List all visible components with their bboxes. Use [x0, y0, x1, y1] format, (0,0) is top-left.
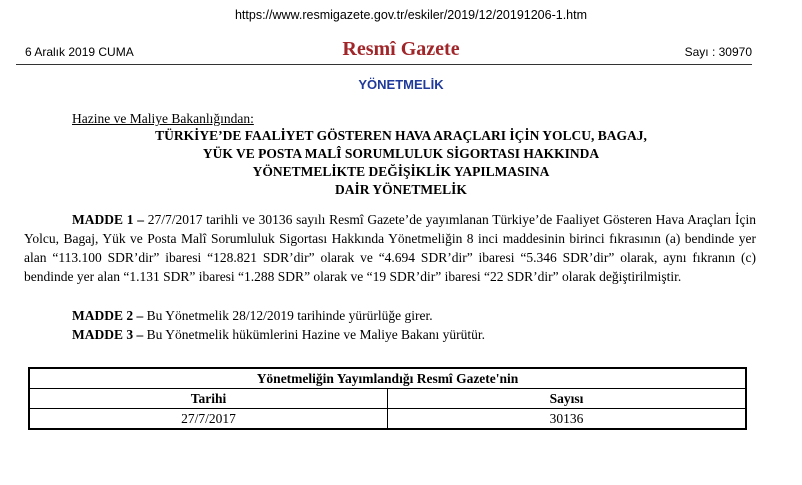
regulation-title-line: YÜK VE POSTA MALÎ SORUMLULUK SİGORTASI HAKKINDA	[202, 146, 600, 161]
page-url: https://www.resmigazete.gov.tr/eskiler/2019/12/20191206-1.htm	[234, 8, 588, 22]
regulation-title	[0, 127, 802, 199]
regulation-title-line: DAİR YÖNETMELİK	[335, 182, 467, 197]
table-row	[29, 368, 746, 389]
article-label: MADDE 1 –	[72, 212, 144, 227]
gazette-title: Resmî Gazete	[342, 38, 460, 60]
article-text: Bu Yönetmelik hükümlerini Hazine ve Maliye Bakanı yürütür.	[143, 327, 486, 342]
cell-date: 27/7/2017	[29, 409, 388, 430]
section-heading: YÖNETMELİK	[358, 77, 444, 92]
article-text: 27/7/2017 tarihli ve 30136 sayılı Resmî Gazete’de yayımlanan Türkiye’de Faaliyet Gösteren Hava Araçları İçin Yolcu, Bagaj, Yük ve Posta Malî Sorumluluk Sigortası Hakkında Yönetmeliğin 8 inci maddesinin birinci fıkrasının (a) bendinde yer alan “113.100 SDR’dir” ibaresi “128.821 SDR’dir” olarak ve “4.694 SDR’dir” ibaresi “5.346 SDR’dir” olarak, aynı fıkranın (c) bendinde yer alan “1.131 SDR” ibaresi “1.288 SDR” olarak ve “19 SDR’dir” ibaresi “22 SDR’dir” olarak değiştirilmiştir.	[24, 212, 757, 284]
article-text: Bu Yönetmelik 28/12/2019 tarihinde yürürlüğe girer.	[143, 308, 433, 323]
regulation-title-line: YÖNETMELİKTE DEĞİŞİKLİK YAPILMASINA	[252, 164, 550, 179]
table-caption: Yönetmeliğin Yayımlandığı Resmî Gazete'nin	[29, 368, 746, 389]
table-row	[29, 409, 746, 430]
article-1	[24, 210, 756, 286]
article-3	[24, 325, 756, 344]
column-header-number: Sayısı	[388, 389, 747, 409]
table-row	[29, 389, 746, 409]
article-label: MADDE 2 –	[72, 308, 144, 323]
article-2	[24, 306, 756, 325]
gazette-issue-number: Sayı : 30970	[684, 45, 752, 59]
header-divider	[16, 64, 752, 65]
gazette-date: 6 Aralık 2019 CUMA	[25, 45, 134, 59]
ministry-name: Hazine ve Maliye Bakanlığından:	[72, 111, 254, 126]
column-header-date: Tarihi	[29, 389, 388, 409]
regulation-title-line: TÜRKİYE’DE FAALİYET GÖSTEREN HAVA ARAÇLARI İÇİN YOLCU, BAGAJ,	[155, 128, 647, 143]
publication-table	[28, 367, 747, 430]
article-label: MADDE 3 –	[72, 327, 144, 342]
cell-number: 30136	[388, 409, 747, 430]
